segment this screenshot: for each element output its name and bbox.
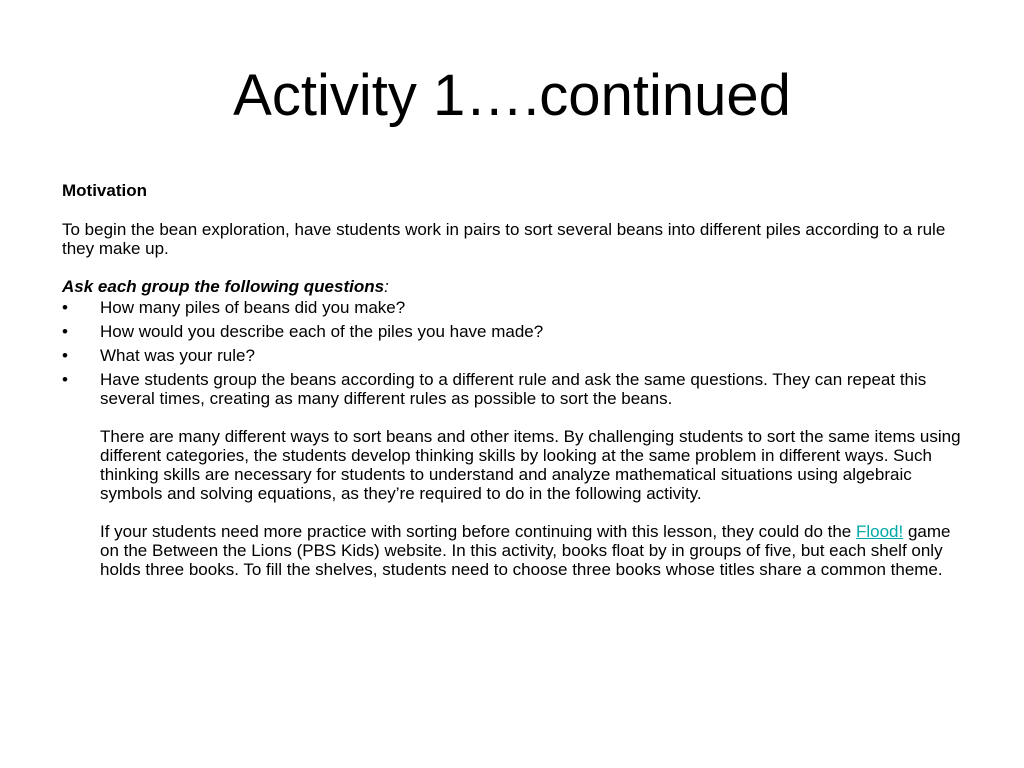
- spacer: [100, 408, 962, 427]
- slide-body: [62, 181, 962, 584]
- practice-text-after: game on the Between the Lions (PBS Kids) website. In this activity, books float by in groups of five, but each shelf only holds three books. To fill the shelves, students need to choose three books whose titles share a common theme.: [100, 522, 951, 579]
- list-item-text: What was your rule?: [100, 346, 255, 365]
- ask-label-colon: :: [384, 277, 389, 296]
- list-item: [62, 298, 962, 317]
- bullet-icon: •: [62, 298, 68, 317]
- practice-paragraph: [100, 522, 962, 579]
- spacer: [100, 503, 962, 522]
- intro-paragraph: To begin the bean exploration, have students work in pairs to sort several beans into different piles according to a rule they make up.: [62, 220, 946, 258]
- list-item: [62, 346, 962, 365]
- flood-link[interactable]: Flood!: [855, 522, 904, 541]
- ask-label-text: Ask each group the following questions: [62, 277, 385, 296]
- ask-label: [62, 277, 962, 296]
- list-item-text: Have students group the beans according to a different rule and ask the same questions. They can repeat this several times, creating as many different rules as possible to sort the beans.: [100, 370, 927, 408]
- list-item: [62, 370, 962, 579]
- slide-title: Activity 1….continued: [233, 63, 791, 128]
- list-item-text: How would you describe each of the piles you have made?: [100, 322, 544, 341]
- bullet-icon: •: [62, 322, 68, 341]
- list-item-text: How many piles of beans did you make?: [100, 298, 406, 317]
- practice-text-before: If your students need more practice with sorting before continuing with this lesson, they could do the: [100, 522, 856, 541]
- bullet-icon: •: [62, 346, 68, 365]
- bullet-icon: •: [62, 370, 68, 389]
- ways-paragraph: There are many different ways to sort beans and other items. By challenging students to sort the same items using different categories, the students develop thinking skills by looking at the same problem in different ways. Such thinking skills are necessary for students to understand and analyze mathematical situations using algebraic symbols and solving equations, as they’re required to do in the following activity.: [100, 427, 961, 503]
- question-list: [62, 298, 962, 579]
- section-heading: Motivation: [62, 181, 147, 200]
- list-item: [62, 322, 962, 341]
